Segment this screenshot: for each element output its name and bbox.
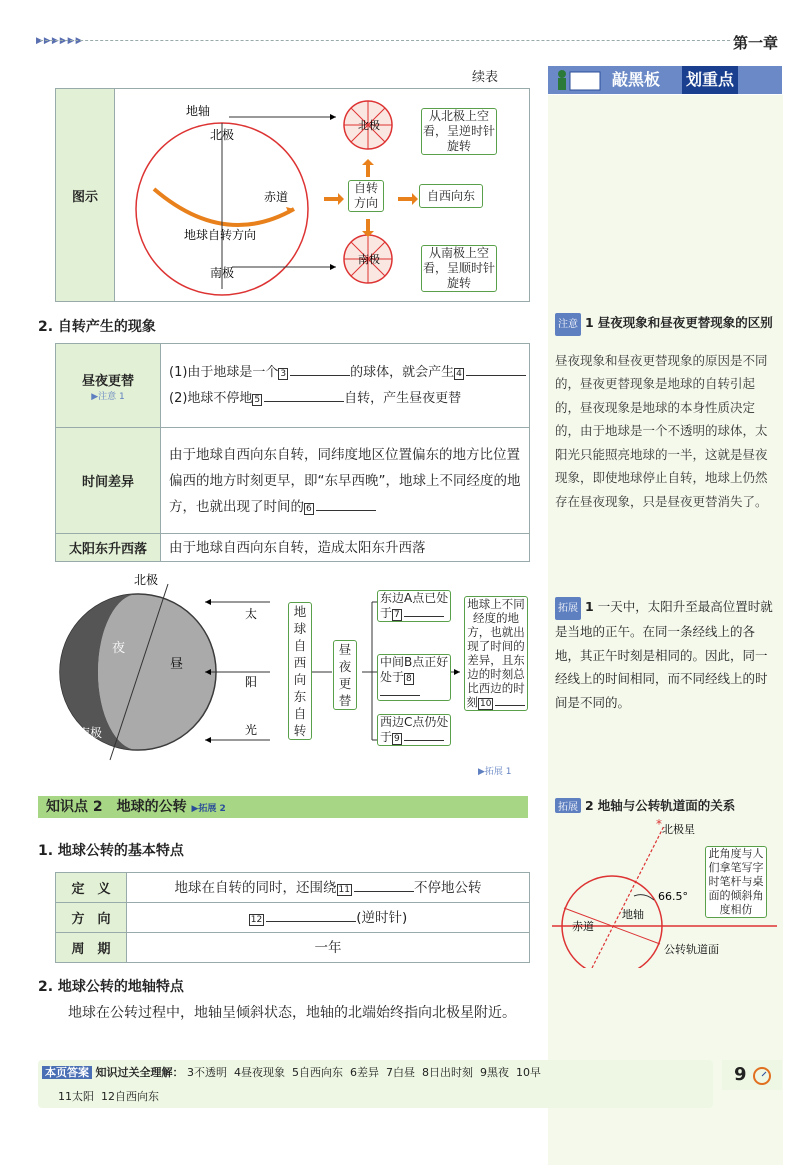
day-night-content: (1)由于地球是一个 3 的球体，就会产生 4 (2)地球不停地 5 自转，产生昼夜更替 xyxy=(161,344,530,428)
definition-content: 地球在自转的同时，还围绕 11 不停地公转 xyxy=(127,873,530,903)
sunrise-content: 由于地球自西向东自转，造成太阳东升西落 xyxy=(161,534,530,562)
note-title: 昼夜现象和昼夜更替现象的区别 xyxy=(597,314,773,330)
ext-tag: 拓展 xyxy=(555,597,581,621)
time-result-box: 地球上不同经度的地方，也就出现了时间的差异，且东边的时刻总比西边的时刻 10 xyxy=(464,596,528,711)
table-phenomena xyxy=(55,343,530,562)
row-label-sunrise: 太阳东升西落 xyxy=(56,534,161,562)
blank-5: 5 xyxy=(254,394,261,405)
chapter-title: 第一章 xyxy=(732,34,778,52)
sidebar-header xyxy=(548,66,782,94)
orange-arrow xyxy=(398,193,418,205)
section-heading: 2. 地球公转的地轴特点 xyxy=(38,979,184,995)
axis-label: 地轴 xyxy=(622,908,644,921)
rotation-direction-box: 自转方向 xyxy=(348,180,384,212)
rotation-direction-label: 地球自转方向 xyxy=(184,228,257,242)
page-number-box xyxy=(722,1060,782,1090)
north-view-wheel xyxy=(344,101,392,149)
angle-note-box: 此角度与人们拿笔写字时笔杆与桌面的倾斜角度相仿 xyxy=(705,846,767,918)
rotation-box: 地球自西向东自转 xyxy=(288,602,312,740)
north-view-box: 从北极上空看，呈逆时针旋转 xyxy=(422,109,495,153)
answers-label: 知识过关全理解： xyxy=(95,1066,184,1079)
blank-6: 6 xyxy=(306,503,312,514)
blank-3: 3 xyxy=(280,368,287,379)
blank-11: 11 xyxy=(338,884,350,895)
south-pole-label: 南极 xyxy=(210,266,235,280)
axis-label: 地轴 xyxy=(186,104,211,118)
orange-arrow xyxy=(324,193,344,205)
row-label-illustration: 图示 xyxy=(56,89,115,302)
sun-char-3: 光 xyxy=(245,723,258,737)
period-content: 一年 xyxy=(127,933,530,963)
note-num: 1 xyxy=(585,314,594,330)
blank-12: 12 xyxy=(250,914,263,925)
ext2-num: 2 xyxy=(585,798,594,813)
direction-content: 12 (逆时针) xyxy=(127,903,530,933)
west-to-east-box: 自西向东 xyxy=(419,184,483,208)
ext-body: 一天中，太阳升至最高位置时就是当地的正午。在同一条经线上的各地，其正午时刻是相同的。因此，同一经线上的时间相同，而不同经线上的时间是不同的。 xyxy=(555,598,773,710)
point-b-box: 中间B点正好处于 8 xyxy=(377,654,451,701)
point-a-box: 东边A点已处于 7 xyxy=(377,590,451,622)
note-ref: ▶注意 1 xyxy=(91,391,125,402)
equator-label: 赤道 xyxy=(264,190,289,204)
clock-icon xyxy=(752,1066,772,1086)
day-night-change-box: 昼夜更替 xyxy=(333,640,357,710)
knowledge-point-2-bar xyxy=(38,796,528,818)
sun-char-1: 太 xyxy=(245,607,258,621)
equator-label: 赤道 xyxy=(572,920,594,933)
sidebar-ext-1 xyxy=(555,582,777,727)
continued-label: 续表 xyxy=(472,70,499,85)
knowledge-point-ext: ▶拓展 2 xyxy=(191,804,226,814)
answers-panel xyxy=(38,1060,713,1108)
knowledge-point-title: 知识点 2 地球的公转 xyxy=(46,799,187,815)
header-rule xyxy=(40,40,730,41)
row-label-period: 周 期 xyxy=(56,933,127,963)
day-label: 昼 xyxy=(170,657,184,672)
ext2-title: 地轴与公转轨道面的关系 xyxy=(597,798,736,813)
north-view-label: 北极 xyxy=(358,119,380,132)
time-difference-content: 由于地球自西向东自转，同纬度地区位置偏东的地方比位置偏西的地方时刻更早，即“东早西晚”，地球上不同经度的地方，也就出现了时间的 6 xyxy=(161,428,530,534)
answers-line-1: 本页答案 知识过关全理解： 3不透明 4昼夜现象 5自西向东 6差异 7白昼 8日出时刻 9黑夜 10早 xyxy=(42,1064,541,1080)
ext-ref: ▶拓展 1 xyxy=(478,767,512,777)
row-label-direction: 方 向 xyxy=(56,903,127,933)
day-night-label: 昼夜更替 xyxy=(81,373,134,389)
south-view-box: 从南极上空看，呈顺时针旋转 xyxy=(422,246,495,290)
answers-tag: 本页答案 xyxy=(42,1066,92,1079)
answers-line-2: 11太阳 12自西向东 xyxy=(58,1090,159,1103)
section-heading: 2. 自转产生的现象 xyxy=(38,319,156,335)
teacher-icon xyxy=(552,68,608,92)
row-label-time-difference: 时间差异 xyxy=(56,428,161,534)
star-icon: * xyxy=(656,818,662,831)
page-number: 9 xyxy=(734,1064,747,1085)
note-tag: 注意 xyxy=(555,313,581,337)
blank-4: 4 xyxy=(456,368,462,379)
south-view-wheel xyxy=(344,235,392,283)
north-pole-label: 北极 xyxy=(210,128,235,142)
night-label: 夜 xyxy=(112,641,126,656)
header-decoration: ▶▶▶▶▶▶ xyxy=(36,36,84,46)
sidebar-title-b: 划重点 xyxy=(682,66,738,94)
ext-num: 1 xyxy=(585,598,594,614)
axis-characteristic-text: 地球在公转过程中，地轴呈倾斜状态，地轴的北端始终指向北极星附近。 xyxy=(68,1005,516,1021)
sidebar-note-1 xyxy=(555,298,777,526)
south-pole-label: 南极 xyxy=(78,726,103,740)
north-pole-label: 北极 xyxy=(134,573,159,587)
sidebar-ext-2 xyxy=(555,796,777,814)
north-star-label: 北极星 xyxy=(662,823,695,836)
table-revolution xyxy=(55,872,530,963)
sun-char-2: 阳 xyxy=(245,675,258,689)
row-label-day-night xyxy=(56,344,161,428)
orange-arrow xyxy=(362,219,374,237)
point-c-box: 西边C点仍处于 9 xyxy=(377,714,451,746)
ext2-tag: 拓展 xyxy=(555,798,581,813)
note-body: 昼夜现象和昼夜更替现象的原因是不同的，昼夜更替现象是地球的自转引起的，昼夜现象是地球的本身性质决定的，由于地球是一个不透明的球体，太阳光只能照亮地球的一半，这就是昼夜现象，即使地球停止自转，地球上仍然存在昼夜现象，只是昼夜更替消失了。 xyxy=(555,352,768,509)
sidebar-title-a: 敲黑板 xyxy=(612,70,661,89)
south-view-label: 南极 xyxy=(358,253,380,266)
row-label-definition: 定 义 xyxy=(56,873,127,903)
angle-label: 66.5° xyxy=(658,890,688,903)
orbit-label: 公转轨道面 xyxy=(664,943,719,956)
orange-arrow xyxy=(362,159,374,177)
section-heading: 1. 地球公转的基本特点 xyxy=(38,843,184,859)
